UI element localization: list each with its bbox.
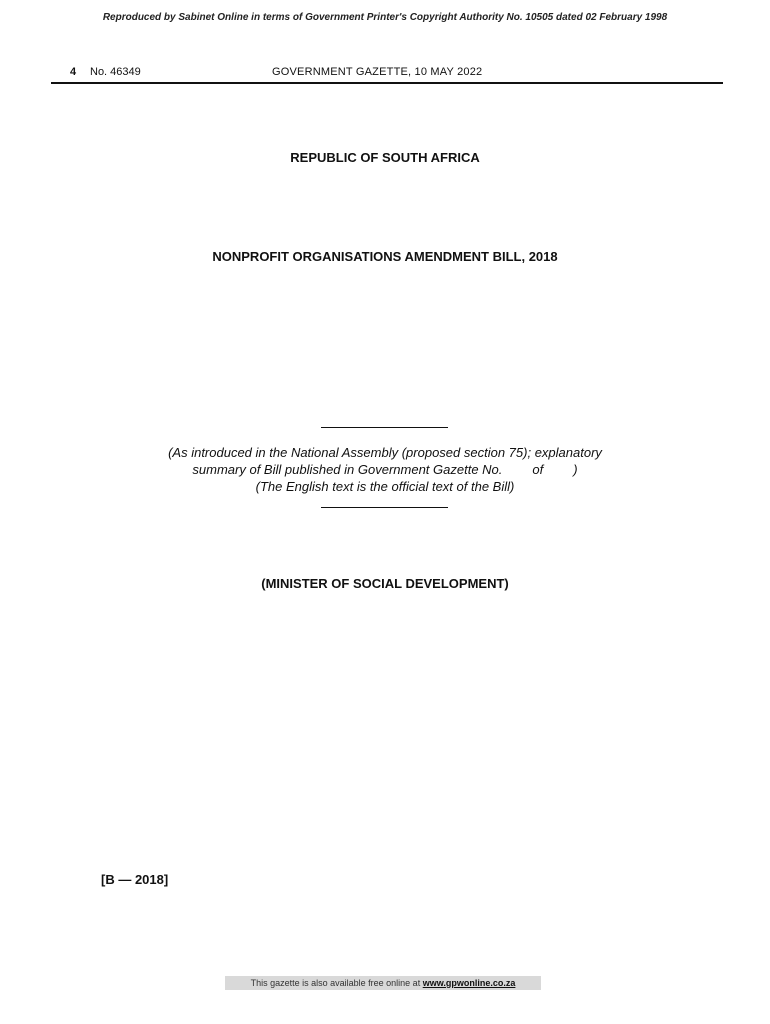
intro-line-3: (The English text is the official text of the Bill): [255, 479, 515, 494]
intro-bottom-rule: [321, 507, 448, 508]
intro-line-1: (As introduced in the National Assembly (proposed section 75); explanatory: [168, 445, 602, 460]
minister-heading: (MINISTER OF SOCIAL DEVELOPMENT): [261, 576, 509, 591]
gazette-title: GOVERNMENT GAZETTE, 10 MAY 2022: [272, 66, 483, 78]
intro-text: [0, 444, 770, 495]
footer-link[interactable]: www.gpwonline.co.za: [422, 978, 516, 988]
intro-line-2: summary of Bill published in Government Gazette No. of ): [192, 462, 578, 477]
footer-banner: [225, 976, 541, 990]
header-rule: [51, 82, 723, 84]
gazette-number: No. 46349: [90, 66, 141, 78]
country-heading: REPUBLIC OF SOUTH AFRICA: [290, 150, 480, 165]
page-number: 4: [70, 66, 77, 78]
bill-title: NONPROFIT ORGANISATIONS AMENDMENT BILL, 2018: [212, 249, 558, 264]
intro-top-rule: [321, 427, 448, 428]
reproduction-notice: Reproduced by Sabinet Online in terms of Government Printer's Copyright Authority No. 10505 dated 02 February 1998: [102, 12, 668, 23]
footer-text: This gazette is also available free online at: [250, 978, 421, 988]
bill-number: [B — 2018]: [101, 872, 169, 887]
